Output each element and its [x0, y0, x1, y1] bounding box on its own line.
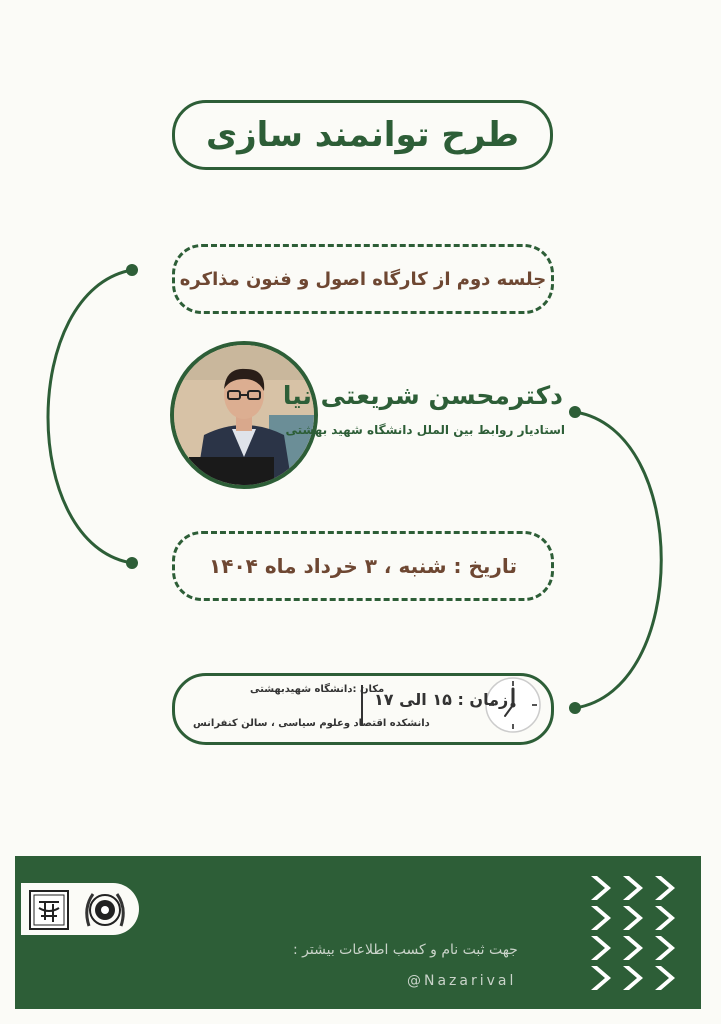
footer-banner: [15, 856, 701, 1009]
chevron-icon: [655, 936, 675, 960]
chevron-icon: [623, 906, 643, 930]
chevron-icon: [591, 906, 611, 930]
session-banner: [172, 244, 554, 314]
chevron-icon: [655, 966, 675, 990]
university-seal-icon: [29, 890, 69, 930]
speaker-role: استادیار روابط بین الملل دانشگاه شهید بهشتی: [285, 423, 565, 437]
page-title: طرح توانمند سازی: [205, 115, 520, 155]
connector-dot: [126, 557, 138, 569]
university-emblem-icon: [81, 886, 129, 932]
chevron-icon: [655, 876, 675, 900]
title-banner: [172, 100, 553, 170]
venue-label: مکان :دانشگاه شهیدبهشتی: [250, 684, 385, 695]
chevron-icon: [623, 966, 643, 990]
connector-dot: [569, 702, 581, 714]
connector-dot: [569, 406, 581, 418]
chevron-icon: [623, 936, 643, 960]
registration-text: جهت ثبت نام و کسب اطلاعات بیشتر :: [293, 942, 518, 958]
connector-dot: [126, 264, 138, 276]
chevron-icon: [591, 936, 611, 960]
venue-detail: دانشکده اقتصاد وعلوم سیاسی ، سالن کنفرانس: [193, 718, 430, 729]
chevron-icon: [623, 876, 643, 900]
event-time: زمان : ۱۵ الی ۱۷: [374, 690, 509, 709]
speaker-photo: [170, 341, 318, 489]
chevron-icon: [655, 906, 675, 930]
session-title: جلسه دوم از کارگاه اصول و فنون مذاکره: [179, 268, 547, 290]
date-banner: [172, 531, 554, 601]
chevron-icon: [591, 876, 611, 900]
event-date: تاریخ : شنبه ، ۳ خرداد ماه ۱۴۰۴: [209, 554, 517, 578]
logo-strip: [21, 883, 139, 935]
chevron-pattern: [585, 874, 695, 996]
chevron-icon: [591, 966, 611, 990]
speaker-name: دکترمحسن شریعتی نیا: [282, 381, 563, 410]
contact-handle[interactable]: @Nazarival: [407, 973, 517, 989]
